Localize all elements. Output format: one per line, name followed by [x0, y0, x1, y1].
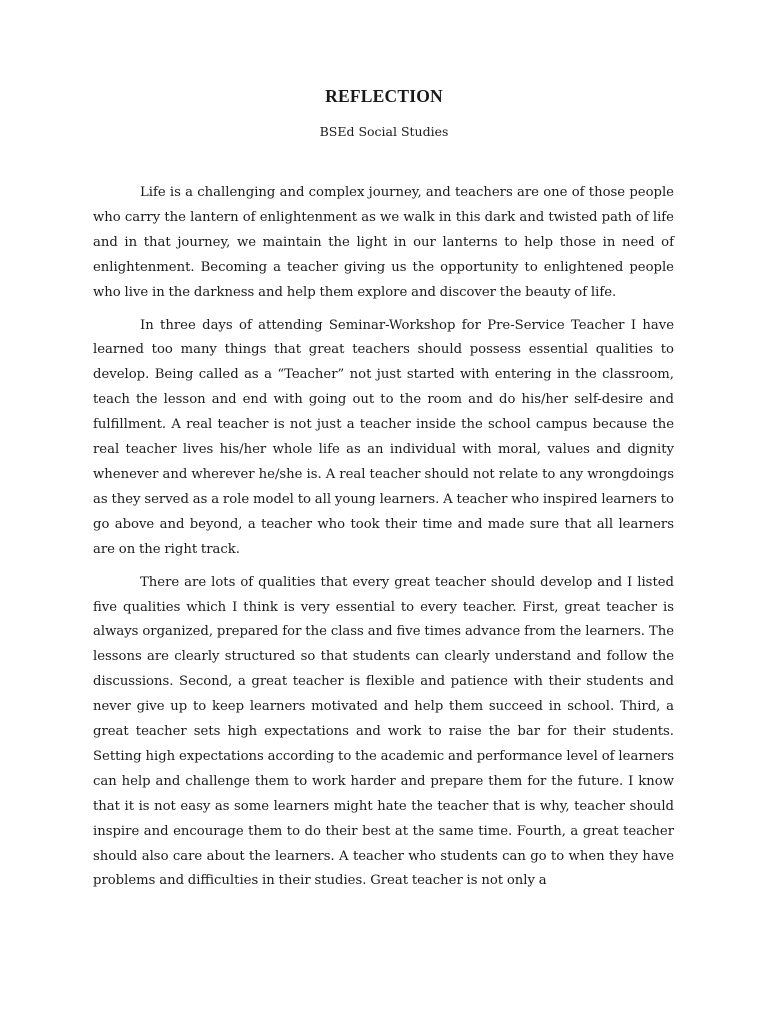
paragraph-3: There are lots of qualities that every great teacher should develop and I listed five qualities which I think is very essential to every teacher. First, great teacher is always organized, prepared for the class and five times advance from the learners. The lessons are clearly structured so that students can clearly understand and follow the discussions. Second, a great teacher is flexible and patience with their students and never give up to keep learners motivated and help them succeed in school. Third, a great teacher sets high expectations and work to raise the bar for their students. Setting high expectations according to the academic and performance level of learners can help and challenge them to work harder and prepare them for the future. I know that it is not easy as some learners might hate the teacher that is why, teacher should inspire and encourage them to do their best at the same time. Fourth, a great teacher should also care about the learners. A teacher who students can go to when they have problems and difficulties in their studies. Great teacher is not only a	[93, 574, 674, 889]
document-title: REFLECTION	[325, 86, 443, 106]
document-subtitle: BSEd Social Studies	[319, 124, 449, 139]
paragraph-1: Life is a challenging and complex journey, and teachers are one of those people who carry the lantern of enlightenment as we walk in this dark and twisted path of life and in that journey, we maintain the light in our lanterns to help those in need of enlightenment. Becoming a teacher giving us the opportunity to enlightened people who live in the darkness and help them explore and discover the beauty of life.	[93, 185, 674, 300]
document-body	[93, 181, 674, 902]
paragraph-2: In three days of attending Seminar-Workshop for Pre-Service Teacher I have learned too many things that great teachers should possess essential qualities to develop. Being called as a “Teacher” not just started with entering in the classroom, teach the lesson and end with going out to the room and do his/her self-desire and fulfillment. A real teacher is not just a teacher inside the school campus because the real teacher lives his/her whole life as an individual with moral, values and dignity whenever and wherever he/she is. A real teacher should not relate to any wrongdoings as they served as a role model to all young learners. A teacher who inspired learners to go above and beyond, a teacher who took their time and made sure that all learners are on the right track.	[93, 317, 674, 557]
